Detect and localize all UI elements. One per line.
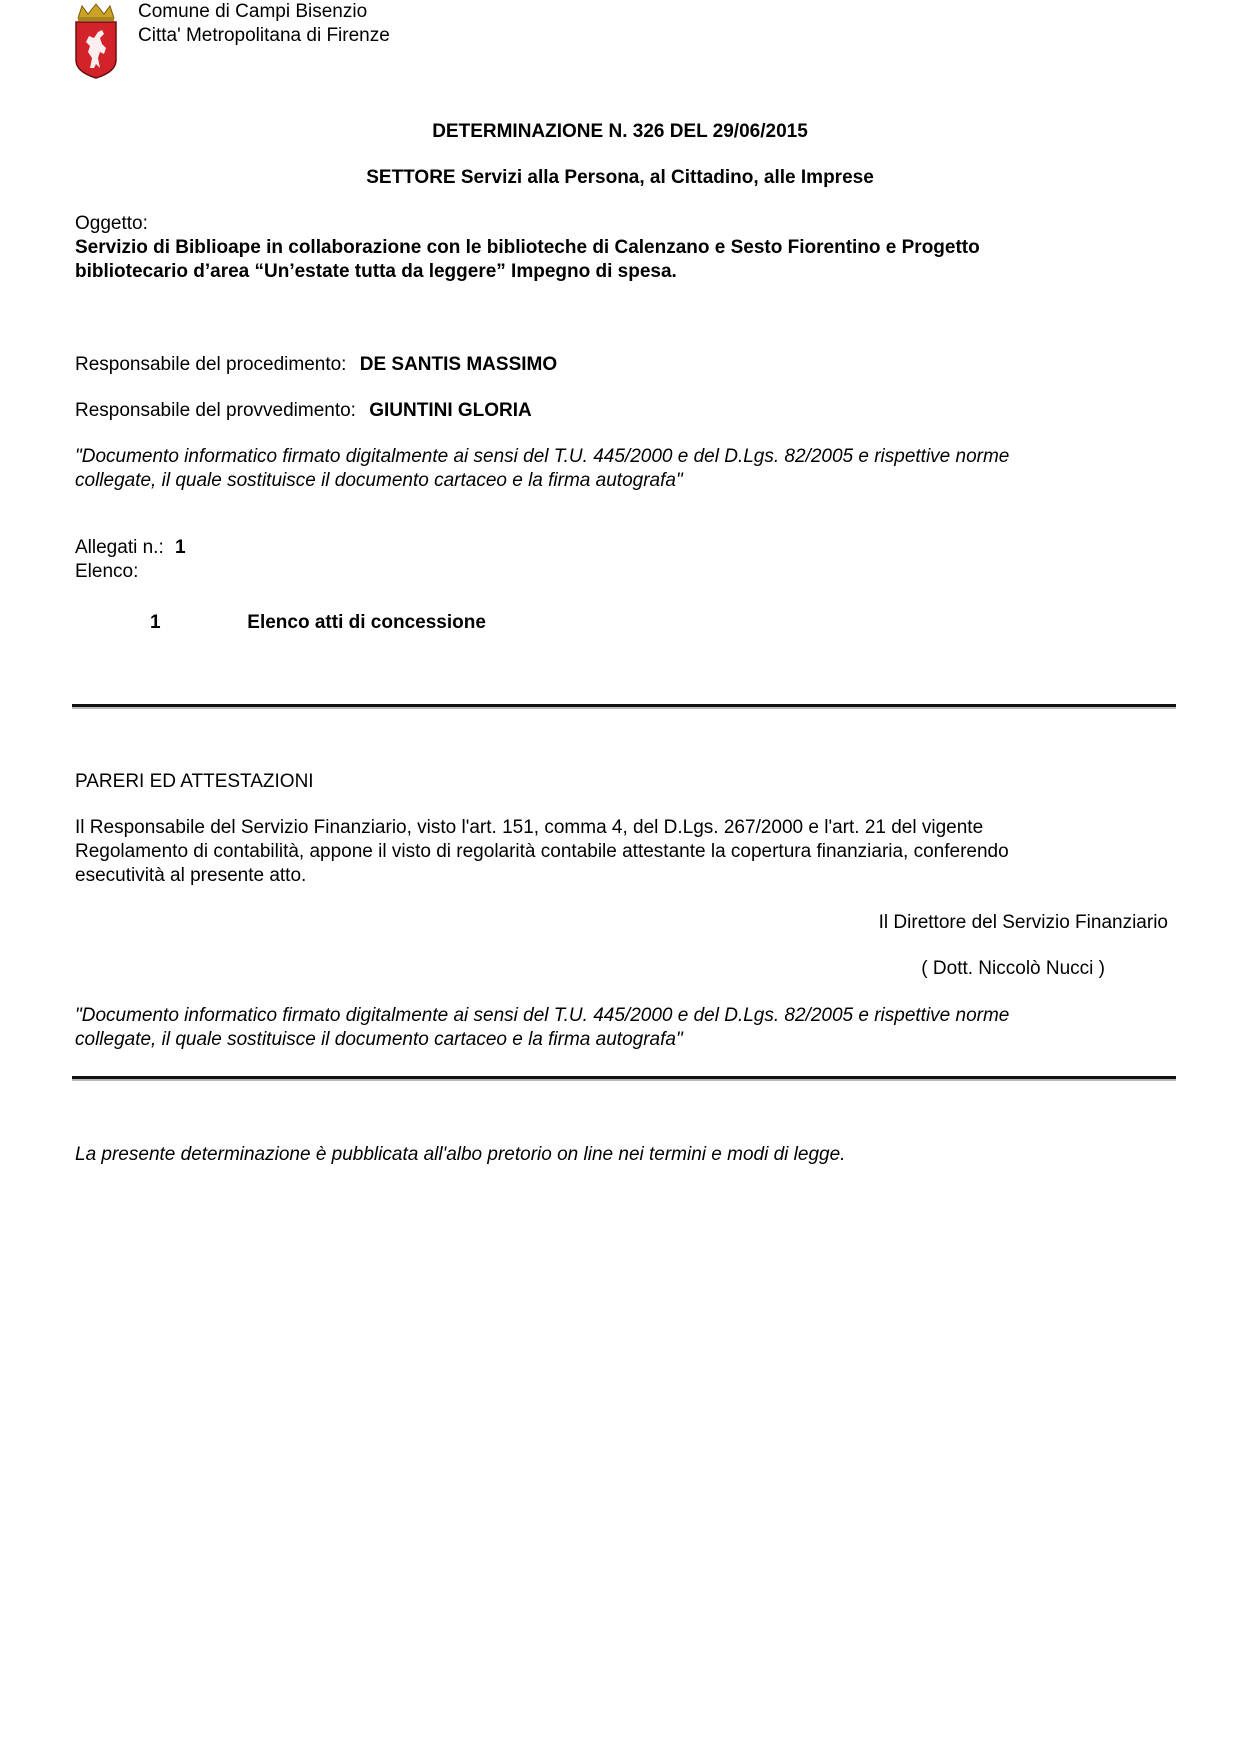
metro-city-name: Citta' Metropolitana di Firenze [138, 25, 390, 46]
attachments-count-value: 1 [175, 537, 186, 558]
attachment-title: Elenco atti di concessione [247, 612, 486, 633]
publication-note: La presente determinazione è pubblicata all'albo pretorio on line nei termini e modi di legge. [75, 1144, 846, 1165]
digital-signature-note-line-2: collegate, il quale sostituisce il documento cartaceo e la firma autografa" [75, 470, 683, 491]
director-name: ( Dott. Niccolò Nucci ) [921, 958, 1105, 979]
page-title: DETERMINAZIONE N. 326 DEL 29/06/2015 [432, 121, 808, 142]
opinions-text-line-3: esecutività al presente atto. [75, 865, 307, 886]
section-divider [72, 704, 1176, 707]
director-title: Il Direttore del Servizio Finanziario [878, 912, 1168, 933]
digital-signature-note-2-line-1: "Documento informatico firmato digitalmente ai sensi del T.U. 445/2000 e del D.Lgs. 82/2005 e rispettive norme [75, 1005, 1010, 1026]
procedure-responsible-label: Responsabile del procedimento: [75, 354, 347, 375]
municipality-name: Comune di Campi Bisenzio [138, 1, 368, 22]
procedure-responsible [75, 353, 557, 377]
provision-responsible-name: GIUNTINI GLORIA [369, 400, 532, 421]
procedure-responsible-name: DE SANTIS MASSIMO [359, 354, 558, 375]
list-item [150, 611, 850, 635]
subject-label: Oggetto: [75, 213, 148, 234]
digital-signature-note-2-line-2: collegate, il quale sostituisce il documento cartaceo e la firma autografa" [75, 1029, 683, 1050]
sector-title: SETTORE Servizi alla Persona, al Cittadino, alle Imprese [366, 167, 874, 188]
attachments-count [75, 536, 186, 560]
coat-of-arms-icon [72, 2, 120, 80]
provision-responsible [75, 399, 532, 423]
opinions-text-line-1: Il Responsabile del Servizio Finanziario, visto l'art. 151, comma 4, del D.Lgs. 267/2000 e l'art. 21 del vigente [75, 817, 984, 838]
section-divider [72, 1076, 1176, 1079]
provision-responsible-label: Responsabile del provvedimento: [75, 400, 356, 421]
attachment-number: 1 [150, 612, 161, 633]
subject-line-2: bibliotecario d’area “Un’estate tutta da leggere” Impegno di spesa. [75, 261, 677, 282]
attachments-list-label: Elenco: [75, 561, 139, 582]
attachments-count-label: Allegati n.: [75, 537, 164, 558]
digital-signature-note-line-1: "Documento informatico firmato digitalmente ai sensi del T.U. 445/2000 e del D.Lgs. 82/2005 e rispettive norme [75, 446, 1010, 467]
subject-line-1: Servizio di Biblioape in collaborazione con le biblioteche di Calenzano e Sesto Fiorentino e Progetto [75, 237, 980, 258]
opinions-heading: PARERI ED ATTESTAZIONI [75, 771, 314, 792]
opinions-text-line-2: Regolamento di contabilità, appone il visto di regolarità contabile attestante la copertura finanziaria, conferendo [75, 841, 1009, 862]
